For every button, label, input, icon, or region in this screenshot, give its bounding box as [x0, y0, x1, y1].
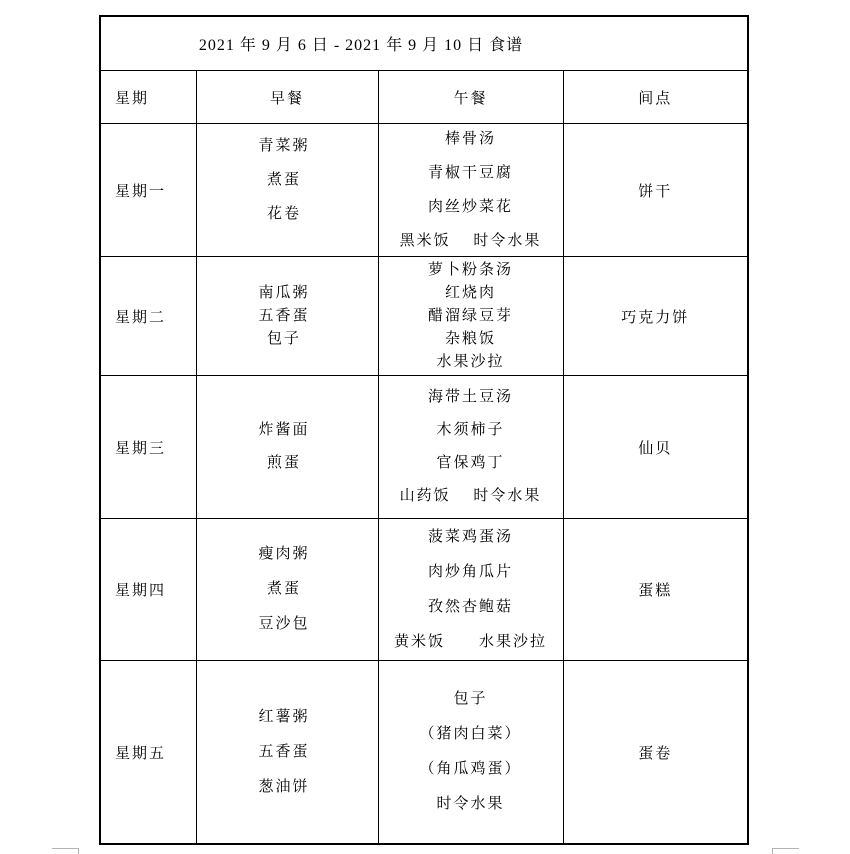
dish: 时令水果 [436, 796, 505, 812]
dish: （猪肉白菜） [419, 726, 522, 742]
table-header-row [100, 71, 748, 124]
dish: 杂粮饭 [444, 330, 496, 347]
table-row [100, 661, 748, 845]
dish: 葱油饼 [258, 778, 310, 795]
snack-cell: 巧克力饼 [621, 309, 690, 326]
dish: （角瓜鸡蛋） [419, 761, 522, 777]
dish: 棒骨汤 [444, 131, 496, 147]
weekday-label: 星期二 [115, 309, 167, 326]
snack-cell: 蛋糕 [638, 583, 673, 599]
dish: 炸酱面 [258, 422, 310, 438]
dish: 南瓜粥 [258, 284, 310, 301]
snack-cell: 仙贝 [638, 440, 673, 457]
dish: 萝卜粉条汤 [427, 261, 513, 278]
dish: 五香蛋 [258, 307, 310, 324]
lunch-cell [379, 519, 563, 660]
lunch-cell [379, 661, 563, 843]
lunch-cell [379, 376, 563, 518]
dish: 肉炒角瓜片 [427, 563, 513, 580]
breakfast-cell [197, 519, 378, 660]
column-header-lunch: 午餐 [453, 90, 488, 107]
dish: 煮蛋 [266, 172, 301, 188]
column-header-week: 星期 [115, 90, 150, 107]
dish: 红烧肉 [444, 284, 496, 301]
breakfast-cell [197, 661, 378, 843]
dish: 豆沙包 [258, 616, 310, 632]
lunch-cell [379, 257, 563, 375]
table-row [100, 124, 748, 257]
dish: 黑米饭 时令水果 [399, 233, 542, 249]
weekday-label: 星期五 [115, 745, 167, 762]
dish: 水果沙拉 [436, 353, 505, 370]
dish: 肉丝炒菜花 [427, 199, 513, 215]
snack-cell: 饼干 [638, 183, 673, 200]
table-row [100, 257, 748, 376]
table-row [100, 376, 748, 519]
dish: 包子 [453, 691, 488, 707]
breakfast-cell [197, 257, 378, 375]
snack-cell: 蛋卷 [638, 745, 673, 762]
page-corner-mark-bottom-right [772, 848, 799, 854]
dish: 包子 [266, 330, 301, 347]
weekly-menu-table [99, 15, 749, 845]
lunch-cell [379, 124, 563, 256]
dish: 青菜粥 [258, 138, 310, 154]
dish: 孜然杏鲍菇 [427, 598, 513, 615]
table-row [100, 16, 748, 71]
breakfast-cell [197, 124, 378, 256]
column-header-snack: 间点 [638, 90, 673, 107]
weekday-label: 星期一 [115, 183, 167, 200]
breakfast-cell [197, 376, 378, 518]
dish: 煮蛋 [266, 581, 301, 597]
dish: 瘦肉粥 [258, 546, 310, 562]
dish: 醋溜绿豆芽 [427, 307, 513, 324]
weekday-label: 星期三 [115, 440, 167, 457]
dish: 花卷 [266, 206, 301, 222]
dish: 五香蛋 [258, 743, 310, 760]
dish: 青椒干豆腐 [427, 165, 513, 181]
menu-title: 2021 年 9 月 6 日 - 2021 年 9 月 10 日 食谱 [198, 37, 524, 54]
dish: 木须柿子 [436, 422, 505, 438]
dish: 煎蛋 [266, 455, 301, 471]
table-row [100, 519, 748, 661]
dish: 红薯粥 [258, 708, 310, 725]
column-header-breakfast: 早餐 [269, 90, 304, 107]
dish: 海带土豆汤 [427, 389, 513, 405]
weekday-label: 星期四 [115, 583, 167, 599]
dish: 黄米饭 水果沙拉 [393, 633, 547, 650]
page-corner-mark-bottom-left [52, 848, 79, 854]
dish: 山药饭 时令水果 [399, 488, 542, 504]
dish: 官保鸡丁 [436, 455, 505, 471]
dish: 菠菜鸡蛋汤 [427, 528, 513, 545]
